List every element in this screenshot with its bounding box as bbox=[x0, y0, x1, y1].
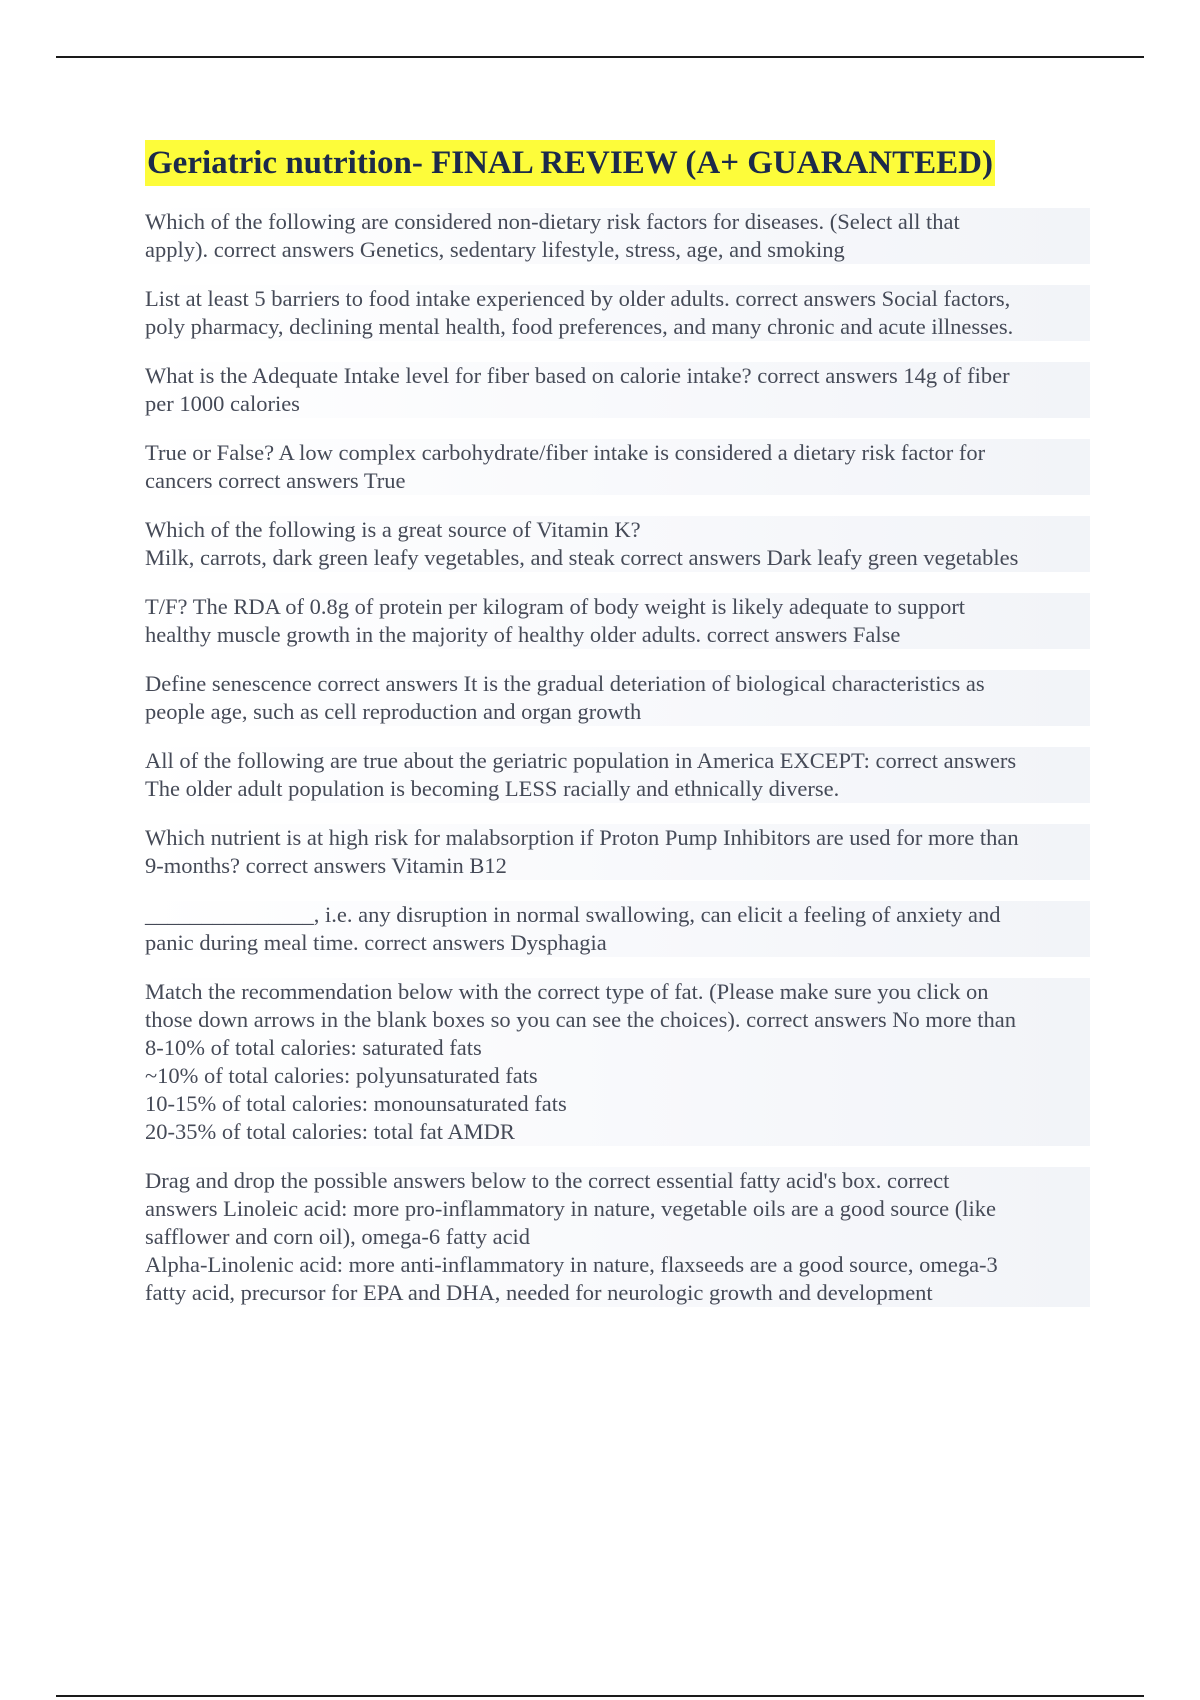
qa-entry bbox=[145, 1167, 1090, 1307]
qa-entry bbox=[145, 824, 1090, 880]
qa-entry-line: Milk, carrots, dark green leafy vegetables, and steak correct answers Dark leafy green vegetables bbox=[145, 545, 1019, 570]
qa-entry-line: True or False? A low complex carbohydrate/fiber intake is considered a dietary risk factor for bbox=[145, 440, 986, 465]
qa-entry-line: answers Linoleic acid: more pro-inflammatory in nature, vegetable oils are a good source (like bbox=[145, 1196, 996, 1221]
qa-entry-line: panic during meal time. correct answers Dysphagia bbox=[145, 930, 607, 955]
qa-entry-line: Alpha-Linolenic acid: more anti-inflammatory in nature, flaxseeds are a good source, omega-3 bbox=[145, 1252, 998, 1277]
qa-entry-line: ~10% of total calories: polyunsaturated fats bbox=[145, 1063, 538, 1088]
qa-entry bbox=[145, 208, 1090, 264]
qa-entry-line: 8-10% of total calories: saturated fats bbox=[145, 1035, 482, 1060]
qa-entry-line: per 1000 calories bbox=[145, 391, 300, 416]
qa-entry-line: Which nutrient is at high risk for malabsorption if Proton Pump Inhibitors are used for more than bbox=[145, 825, 1019, 850]
qa-entry bbox=[145, 593, 1090, 649]
qa-entry-line: cancers correct answers True bbox=[145, 468, 406, 493]
top-rule bbox=[56, 56, 1144, 58]
qa-entry bbox=[145, 362, 1090, 418]
qa-entry-line: List at least 5 barriers to food intake experienced by older adults. correct answers Social factors, bbox=[145, 286, 1011, 311]
qa-entry-line: people age, such as cell reproduction and organ growth bbox=[145, 699, 642, 724]
qa-entry bbox=[145, 670, 1090, 726]
qa-entry-line: safflower and corn oil), omega-6 fatty acid bbox=[145, 1224, 531, 1249]
qa-entry bbox=[145, 747, 1090, 803]
qa-entry bbox=[145, 978, 1090, 1146]
qa-entry-line: T/F? The RDA of 0.8g of protein per kilogram of body weight is likely adequate to support bbox=[145, 594, 966, 619]
bottom-rule bbox=[56, 1695, 1144, 1697]
qa-entry-line: What is the Adequate Intake level for fiber based on calorie intake? correct answers 14g of fiber bbox=[145, 363, 1010, 388]
qa-entry bbox=[145, 516, 1090, 572]
document-body bbox=[145, 140, 1090, 1307]
qa-entry-line: _______________, i.e. any disruption in normal swallowing, can elicit a feeling of anxiety and bbox=[145, 902, 1001, 927]
qa-entry-line: Match the recommendation below with the correct type of fat. (Please make sure you click on bbox=[145, 979, 989, 1004]
qa-list bbox=[145, 208, 1090, 1307]
qa-entry-line: 9-months? correct answers Vitamin B12 bbox=[145, 853, 507, 878]
qa-entry-line: 20-35% of total calories: total fat AMDR bbox=[145, 1119, 515, 1144]
document-title: Geriatric nutrition- FINAL REVIEW (A+ GUARANTEED) bbox=[145, 140, 995, 186]
qa-entry-line: Define senescence correct answers It is the gradual deteriation of biological characteristics as bbox=[145, 671, 985, 696]
qa-entry-line: fatty acid, precursor for EPA and DHA, needed for neurologic growth and development bbox=[145, 1280, 933, 1305]
qa-entry-line: Drag and drop the possible answers below to the correct essential fatty acid's box. correct bbox=[145, 1168, 950, 1193]
qa-entry-line: apply). correct answers Genetics, sedentary lifestyle, stress, age, and smoking bbox=[145, 237, 845, 262]
qa-entry-line: healthy muscle growth in the majority of healthy older adults. correct answers False bbox=[145, 622, 901, 647]
qa-entry-line: those down arrows in the blank boxes so you can see the choices). correct answers No more than bbox=[145, 1007, 1016, 1032]
qa-entry bbox=[145, 439, 1090, 495]
qa-entry-line: All of the following are true about the geriatric population in America EXCEPT: correct answers bbox=[145, 748, 1017, 773]
qa-entry-line: Which of the following is a great source of Vitamin K? bbox=[145, 517, 641, 542]
qa-entry-line: poly pharmacy, declining mental health, food preferences, and many chronic and acute illnesses. bbox=[145, 314, 1014, 339]
qa-entry-line: The older adult population is becoming LESS racially and ethnically diverse. bbox=[145, 776, 840, 801]
qa-entry-line: 10-15% of total calories: monounsaturated fats bbox=[145, 1091, 567, 1116]
qa-entry bbox=[145, 285, 1090, 341]
qa-entry bbox=[145, 901, 1090, 957]
qa-entry-line: Which of the following are considered non-dietary risk factors for diseases. (Select all that bbox=[145, 209, 960, 234]
